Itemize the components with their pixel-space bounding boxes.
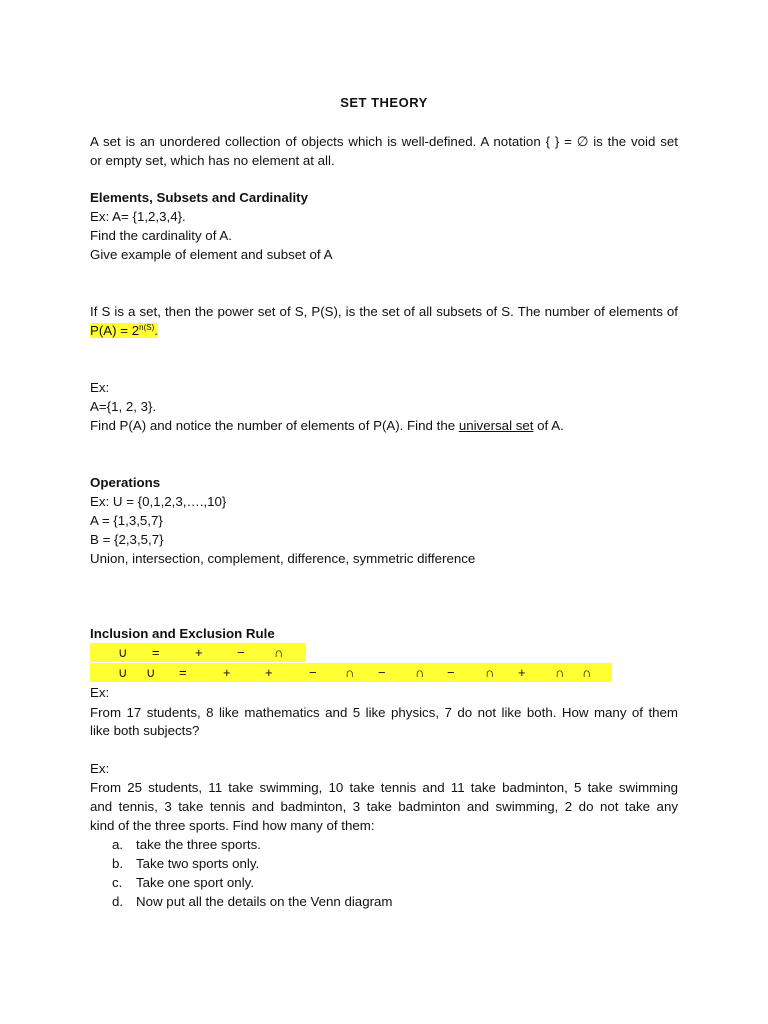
list-item: [112, 873, 255, 892]
formula2-symbol: ∩: [485, 665, 495, 680]
list-item-text: Now put all the details on the Venn diagram: [136, 894, 393, 909]
power-set-formula-highlight: [90, 323, 158, 338]
formula2-symbol: −: [309, 665, 317, 680]
formula2-symbol: +: [223, 665, 231, 680]
example2-set: A={1, 2, 3}.: [90, 399, 157, 414]
elements-task-2: Give example of element and subset of A: [90, 247, 333, 262]
formula2-symbol: +: [265, 665, 273, 680]
list-item-letter: b.: [112, 856, 124, 871]
formula1-symbol: +: [195, 645, 203, 660]
formula2-symbol: +: [518, 665, 526, 680]
example2-task: [90, 416, 564, 435]
list-item-letter: c.: [112, 875, 123, 890]
formula1-symbol: ∩: [274, 645, 284, 660]
power-set-formula: [90, 321, 158, 340]
formula-end: .: [154, 323, 158, 338]
example3-line-2: like both subjects?: [90, 723, 200, 738]
example3-line-1: From 17 students, 8 like mathematics and 5 like physics, 7 do not like both. How many of them: [90, 705, 678, 720]
example4-label: Ex:: [90, 761, 110, 776]
operations-set-b: B = {2,3,5,7}: [90, 532, 164, 547]
operations-heading: Operations: [90, 475, 161, 490]
example2-label: Ex:: [90, 380, 110, 395]
formula2-symbol: ∪: [146, 665, 156, 680]
formula2-symbol: −: [447, 665, 455, 680]
power-set-line: If S is a set, then the power set of S, P(S), is the set of all subsets of S. The number of elements of: [90, 304, 678, 319]
list-item-letter: a.: [112, 837, 124, 852]
formula-base: P(A) = 2: [90, 323, 140, 338]
formula2-symbol: ∩: [555, 665, 565, 680]
formula2-symbol: =: [179, 665, 187, 680]
list-item: [112, 835, 261, 854]
formula-exponent: n(S): [139, 323, 155, 332]
formula2-symbol: −: [378, 665, 386, 680]
formula2-symbol: ∩: [582, 665, 592, 680]
elements-example: Ex: A= {1,2,3,4}.: [90, 209, 186, 224]
elements-heading: Elements, Subsets and Cardinality: [90, 190, 308, 205]
example4-line-3: kind of the three sports. Find how many of them:: [90, 818, 375, 833]
document-title: SET THEORY: [340, 95, 428, 110]
example3-label: Ex:: [90, 685, 110, 700]
formula1-symbol: −: [237, 645, 245, 660]
formula1-symbol: ∪: [118, 645, 128, 660]
list-item-letter: d.: [112, 894, 124, 909]
formula2-symbol: ∪: [118, 665, 128, 680]
example4-line-2: and tennis, 3 take tennis and badminton, 3 take badminton and swimming, 2 do not take any: [90, 799, 678, 814]
example2-task-post: of A.: [533, 418, 564, 433]
inclusion-heading: Inclusion and Exclusion Rule: [90, 626, 275, 641]
list-item: [112, 854, 260, 873]
inclusion-formula-2: [90, 663, 612, 682]
formula1-symbol: =: [152, 645, 160, 660]
list-item: [112, 892, 393, 911]
universal-set-term: universal set: [458, 418, 534, 433]
operations-list: Union, intersection, complement, difference, symmetric difference: [90, 551, 476, 566]
formula2-symbol: ∩: [415, 665, 425, 680]
operations-set-a: A = {1,3,5,7}: [90, 513, 163, 528]
elements-task-1: Find the cardinality of A.: [90, 228, 232, 243]
inclusion-formula-1: [90, 643, 306, 662]
formula2-symbol: ∩: [345, 665, 355, 680]
example2-task-pre: Find P(A) and notice the number of elements of P(A). Find the: [90, 418, 459, 433]
list-item-text: Take one sport only.: [136, 875, 255, 890]
list-item-text: Take two sports only.: [136, 856, 260, 871]
example4-line-1: From 25 students, 11 take swimming, 10 take tennis and 11 take badminton, 5 take swimming: [90, 780, 678, 795]
list-item-text: take the three sports.: [136, 837, 261, 852]
intro-line-2: or empty set, which has no element at all.: [90, 153, 335, 168]
operations-universal: Ex: U = {0,1,2,3,….,10}: [90, 494, 227, 509]
intro-line-1: A set is an unordered collection of objects which is well-defined. A notation { } = ∅ is the void set: [90, 134, 678, 149]
